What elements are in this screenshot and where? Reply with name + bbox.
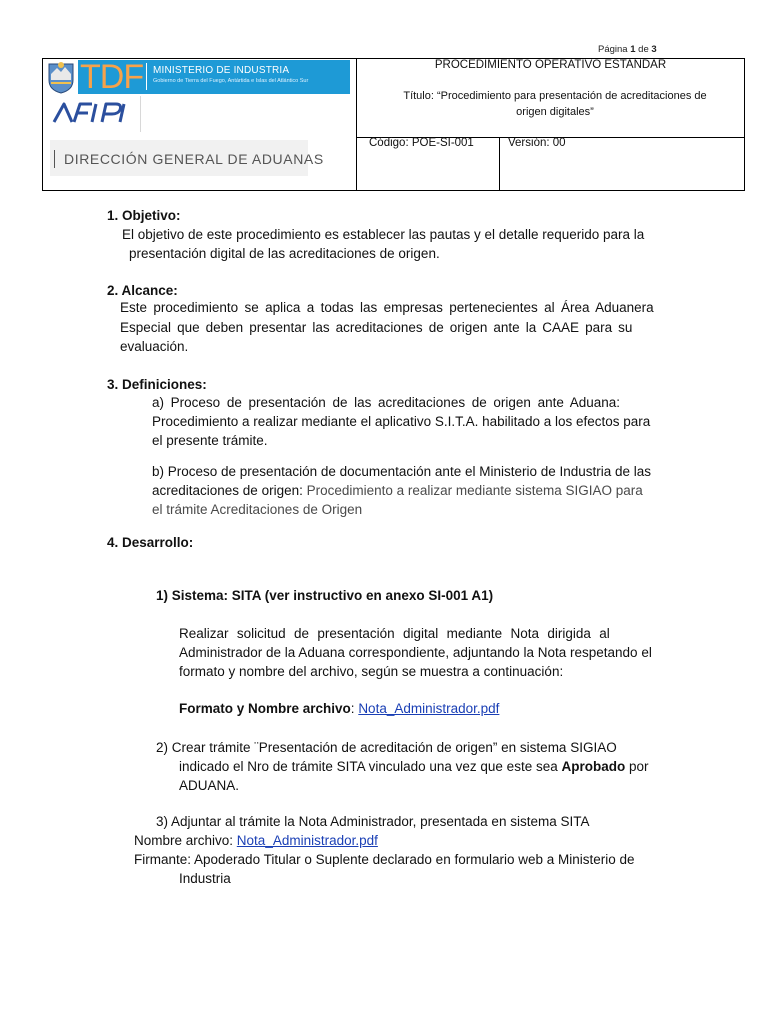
section-objetivo-text: El objetivo de este procedimiento es establecer las pautas y el detalle requerido para la: [122, 227, 645, 242]
definition-a: a) Proceso de presentación de las acreditaciones de origen ante Aduana:: [152, 395, 621, 410]
section-alcance-text: Especial que deben presentar las acreditaciones de origen ante la CAAE para su: [120, 320, 633, 335]
step-3-text: 3) Adjuntar al trámite la Nota Administrador, presentada en sistema SITA: [156, 814, 590, 829]
file-name-line: Nombre archivo: Nota_Administrador.pdf: [134, 833, 378, 848]
section-definiciones-heading: 3. Definiciones:: [107, 377, 207, 392]
province-crest-icon: [46, 60, 76, 94]
section-alcance-text: evaluación.: [120, 339, 189, 354]
step-1-text: formato y nombre del archivo, según se muestra a continuación:: [179, 664, 564, 679]
file-format-line: Formato y Nombre archivo: Nota_Administrador.pdf: [179, 701, 500, 716]
section-objetivo-heading: 1. Objetivo:: [107, 208, 181, 223]
step-1-heading: 1) Sistema: SITA (ver instructivo en anexo SI-001 A1): [156, 588, 494, 603]
definition-a: el presente trámite.: [152, 433, 268, 448]
procedure-code: Código: POE-SI-001: [369, 137, 474, 149]
file-link[interactable]: Nota_Administrador.pdf: [358, 701, 500, 716]
section-alcance-text: Este procedimiento se aplica a todas las empresas pertenecientes al Área Aduanera: [120, 300, 654, 315]
step-1-text: Administrador de la Aduana correspondiente, adjuntando la Nota respetando el: [179, 645, 652, 660]
afip-logo: [52, 100, 132, 126]
tdf-logo: TDF: [80, 58, 144, 96]
section-alcance-heading: 2. Alcance:: [107, 283, 178, 298]
signer-text: Industria: [179, 871, 231, 886]
procedure-type: PROCEDIMIENTO OPERATIVO ESTANDAR: [434, 59, 667, 71]
dga-bar: [54, 150, 55, 168]
definition-b: b) Proceso de presentación de documentación ante el Ministerio de Industria de las: [152, 464, 652, 479]
signer-text: Firmante: Apoderado Titular o Suplente declarado en formulario web a Ministerio de: [134, 852, 635, 867]
page-number: Página 1 de 3: [598, 44, 657, 55]
step-2-text: ADUANA.: [179, 778, 240, 793]
procedure-version: Versión: 00: [508, 137, 566, 149]
step-2-text: indicado el Nro de trámite SITA vinculado una vez que este sea Aprobado por: [179, 759, 649, 774]
definition-a: Procedimiento a realizar mediante el aplicativo S.I.T.A. habilitado a los efectos para: [152, 414, 651, 429]
definition-b: acreditaciones de origen: Procedimiento a realizar mediante sistema SIGIAO para: [152, 483, 643, 498]
ministry-title: MINISTERIO DE INDUSTRIA: [153, 65, 290, 76]
header-divider: [356, 59, 357, 190]
procedure-title: Título: “Procedimiento para presentación de acreditaciones de origen digitales”: [403, 90, 707, 118]
section-desarrollo-heading: 4. Desarrollo:: [107, 535, 194, 550]
header-divider: [499, 137, 500, 190]
definition-b: el trámite Acreditaciones de Origen: [152, 502, 363, 517]
step-2-text: 2) Crear trámite ¨Presentación de acreditación de origen” en sistema SIGIAO: [156, 740, 617, 755]
logo-divider: [140, 96, 141, 132]
step-1-text: Realizar solicitud de presentación digital mediante Nota dirigida al: [179, 626, 610, 641]
banner-separator: [146, 63, 147, 90]
file-link[interactable]: Nota_Administrador.pdf: [236, 833, 378, 848]
ministry-subtitle: Gobierno de Tierra del Fuego, Antártida e Islas del Atlántico Sur: [153, 78, 309, 84]
dga-title: DIRECCIÓN GENERAL DE ADUANAS: [64, 151, 324, 167]
section-objetivo-text: presentación digital de las acreditaciones de origen.: [129, 246, 440, 261]
